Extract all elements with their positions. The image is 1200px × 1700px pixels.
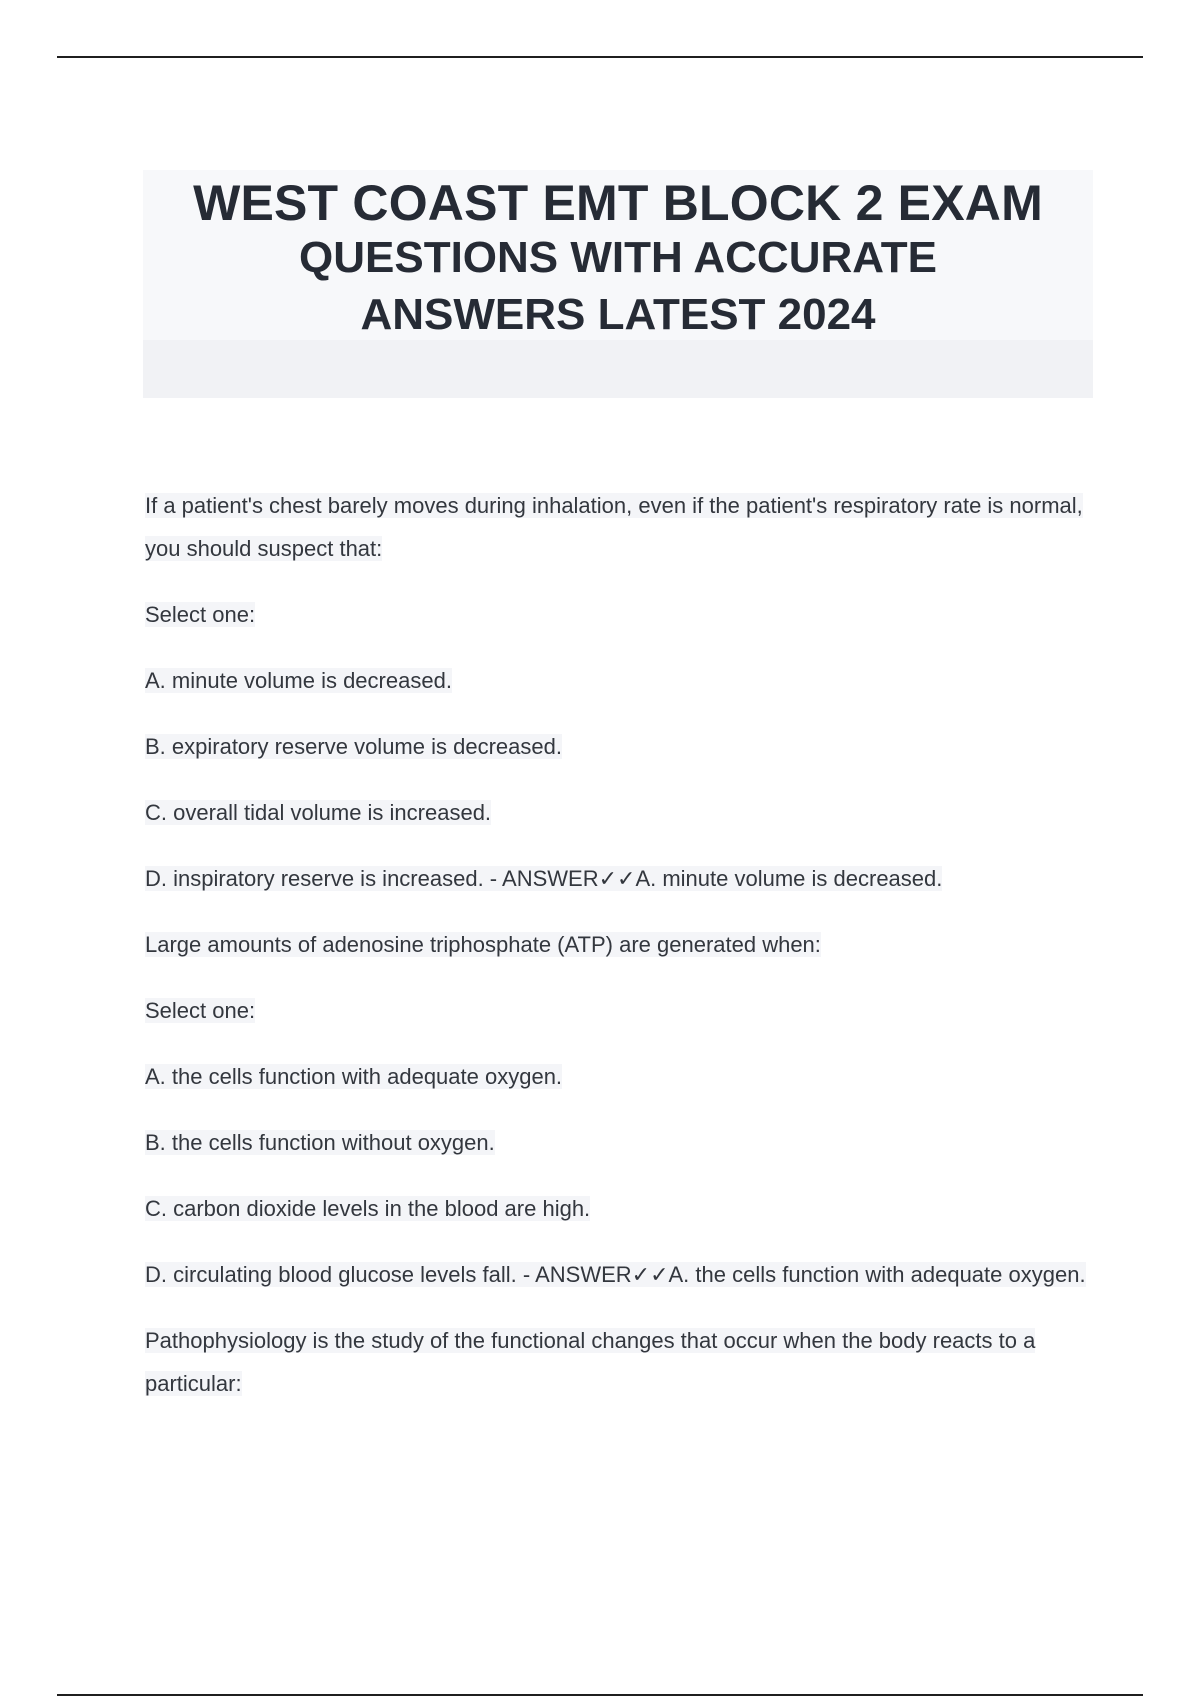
paragraph-text: B. the cells function without oxygen. <box>145 1130 495 1155</box>
question-2-text <box>145 923 1100 966</box>
question-2-instruction <box>145 989 1100 1032</box>
paragraph-text: Select one: <box>145 602 256 627</box>
paragraph-text: B. expiratory reserve volume is decreased. <box>145 734 562 759</box>
question-2-option-d-answer <box>145 1253 1100 1296</box>
question-1-text <box>145 484 1100 570</box>
document-title-line-3: ANSWERS LATEST 2024 <box>360 290 876 339</box>
paragraph-text: If a patient's chest barely moves during inhalation, even if the patient's respiratory rate is normal, you should suspect that: <box>145 493 1083 561</box>
question-1-option-c <box>145 791 1100 834</box>
question-1-instruction <box>145 593 1100 636</box>
paragraph-text: Pathophysiology is the study of the functional changes that occur when the body reacts to a particular: <box>145 1328 1036 1396</box>
question-2-option-a <box>145 1055 1100 1098</box>
question-2-option-c <box>145 1187 1100 1230</box>
document-title-line-2: QUESTIONS WITH ACCURATE <box>299 233 937 282</box>
top-divider <box>57 56 1143 58</box>
paragraph-text: A. minute volume is decreased. <box>145 668 452 693</box>
paragraph-text: Large amounts of adenosine triphosphate (ATP) are generated when: <box>145 932 821 957</box>
title-band <box>143 340 1093 398</box>
question-2-option-b <box>145 1121 1100 1164</box>
question-3-text <box>145 1319 1100 1405</box>
bottom-divider <box>57 1694 1143 1696</box>
question-1-option-a <box>145 659 1100 702</box>
document-title-block <box>143 170 1093 398</box>
question-1-option-b <box>145 725 1100 768</box>
question-1-option-d-answer <box>145 857 1100 900</box>
paragraph-text: D. inspiratory reserve is increased. - ANSWER✓✓A. minute volume is decreased. <box>145 866 943 891</box>
paragraph-text: C. overall tidal volume is increased. <box>145 800 492 825</box>
document-title-line-1: WEST COAST EMT BLOCK 2 EXAM <box>193 175 1043 231</box>
paragraph-text: Select one: <box>145 998 256 1023</box>
paragraph-text: C. carbon dioxide levels in the blood are high. <box>145 1196 591 1221</box>
document-body <box>145 484 1100 1405</box>
paragraph-text: A. the cells function with adequate oxygen. <box>145 1064 563 1089</box>
paragraph-text: D. circulating blood glucose levels fall. - ANSWER✓✓A. the cells function with adequate oxygen. <box>145 1262 1086 1287</box>
